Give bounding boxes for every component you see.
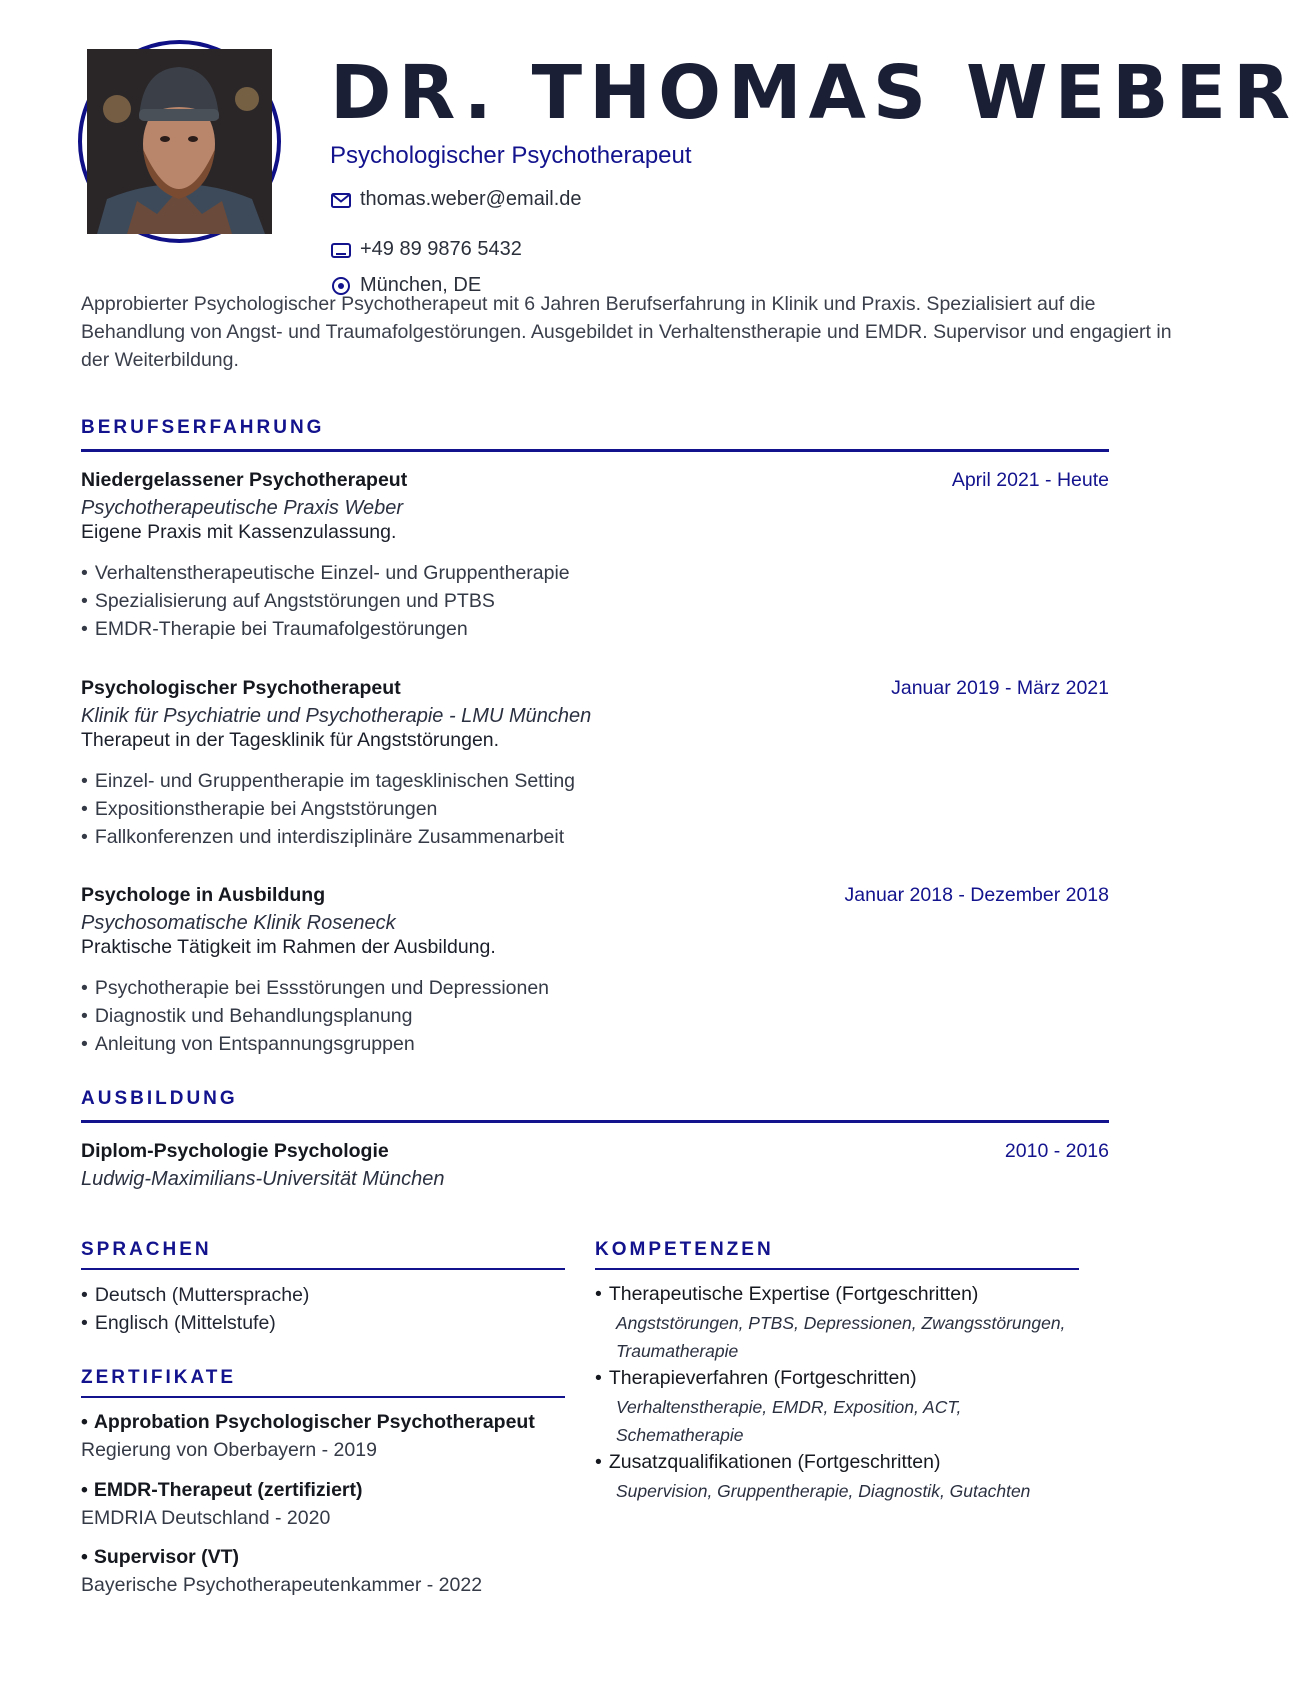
section-title-education: AUSBILDUNG (81, 1088, 238, 1109)
section-divider (81, 1268, 565, 1270)
bullet-item: • Psychotherapie bei Essstörungen und Depressionen (81, 974, 549, 1002)
bullet-item: • Spezialisierung auf Angststörungen und PTBS (81, 587, 570, 615)
job-description: Eigene Praxis mit Kassenzulassung. (81, 521, 397, 543)
education-date: 2010 - 2016 (1004, 1140, 1109, 1162)
bullet-item: • Verhaltenstherapeutische Einzel- und Gruppentherapie (81, 559, 570, 587)
section-divider (595, 1268, 1079, 1270)
job-title: Niedergelassener Psychotherapeut (81, 469, 408, 491)
language-list (81, 1281, 309, 1337)
section-divider (81, 449, 1109, 452)
candidate-name: DR. THOMAS WEBER (330, 50, 1297, 136)
job-date: Januar 2019 - März 2021 (891, 677, 1109, 699)
profile-photo (87, 49, 272, 234)
skill-detail: Angststörungen, PTBS, Depressionen, Zwangsstörungen, Traumatherapie (616, 1313, 1066, 1361)
skill-name: • Therapeutische Expertise (Fortgeschritten) (595, 1283, 978, 1306)
email-text: thomas.weber@email.de (360, 188, 582, 210)
bullet-item: • Diagnostik und Behandlungsplanung (81, 1002, 549, 1030)
job-bullets (81, 974, 549, 1058)
job-bullets (81, 767, 575, 851)
job-organization: Klinik für Psychiatrie und Psychotherapie - LMU München (81, 705, 592, 727)
certificate-issuer: Bayerische Psychotherapeutenkammer - 2022 (81, 1574, 483, 1596)
job-description: Therapeut in der Tagesklinik für Angststörungen. (81, 729, 500, 751)
location-text: München, DE (360, 274, 482, 296)
language-item: • Englisch (Mittelstufe) (81, 1309, 309, 1337)
skill-detail: Verhaltenstherapie, EMDR, Exposition, ACT, Schematherapie (616, 1397, 962, 1445)
section-title-skills: KOMPETENZEN (595, 1239, 774, 1260)
job-bullets (81, 559, 570, 643)
job-title: Psychologischer Psychotherapeut (81, 677, 401, 699)
certificate-issuer: Regierung von Oberbayern - 2019 (81, 1439, 377, 1461)
bullet-item: • Einzel- und Gruppentherapie im tagesklinischen Setting (81, 767, 575, 795)
job-date: April 2021 - Heute (951, 469, 1109, 491)
section-title-experience: BERUFSERFAHRUNG (81, 417, 325, 438)
job-title: Psychologe in Ausbildung (81, 884, 326, 906)
education-degree: Diplom-Psychologie Psychologie (81, 1140, 389, 1162)
phone-icon (330, 239, 352, 261)
bullet-item: • EMDR-Therapie bei Traumafolgestörungen (81, 615, 570, 643)
bullet-item: • Fallkonferenzen und interdisziplinäre Zusammenarbeit (81, 823, 575, 851)
language-item: • Deutsch (Muttersprache) (81, 1281, 309, 1309)
phone-text: +49 89 9876 5432 (360, 238, 522, 260)
certificate-name: • Supervisor (VT) (81, 1546, 239, 1569)
skill-detail: Supervision, Gruppentherapie, Diagnostik, Gutachten (616, 1481, 1031, 1501)
education-school: Ludwig-Maximilians-Universität München (81, 1168, 445, 1190)
job-description: Praktische Tätigkeit im Rahmen der Ausbildung. (81, 936, 496, 958)
certificate-name: • Approbation Psychologischer Psychotherapeut (81, 1411, 535, 1434)
contact-email[interactable] (330, 188, 582, 211)
certificate-issuer: EMDRIA Deutschland - 2020 (81, 1507, 331, 1529)
job-role: Psychologischer Psychotherapeut (330, 142, 692, 169)
certificate-name: • EMDR-Therapeut (zertifiziert) (81, 1479, 363, 1502)
mail-icon (330, 189, 352, 211)
section-title-languages: SPRACHEN (81, 1239, 212, 1260)
bullet-item: • Expositionstherapie bei Angststörungen (81, 795, 575, 823)
section-divider (81, 1120, 1109, 1123)
contact-phone[interactable] (330, 238, 522, 261)
job-date: Januar 2018 - Dezember 2018 (844, 884, 1109, 906)
profile-summary: Approbierter Psychologischer Psychotherapeut mit 6 Jahren Berufserfahrung in Klinik und Praxis. Spezialisiert auf die Behandlung von Angst- und Traumafolgestörungen. Ausgebildet in Verhaltenstherapie und EMDR. Supervisor und engagiert in der Weiterbildung. (81, 293, 1172, 371)
skill-name: • Zusatzqualifikationen (Fortgeschritten) (595, 1451, 940, 1474)
section-divider (81, 1396, 565, 1398)
job-organization: Psychotherapeutische Praxis Weber (81, 497, 404, 519)
profile-photo-frame (78, 40, 281, 243)
bullet-item: • Anleitung von Entspannungsgruppen (81, 1030, 549, 1058)
job-organization: Psychosomatische Klinik Roseneck (81, 912, 396, 934)
skill-name: • Therapieverfahren (Fortgeschritten) (595, 1367, 917, 1390)
section-title-certificates: ZERTIFIKATE (81, 1367, 237, 1388)
